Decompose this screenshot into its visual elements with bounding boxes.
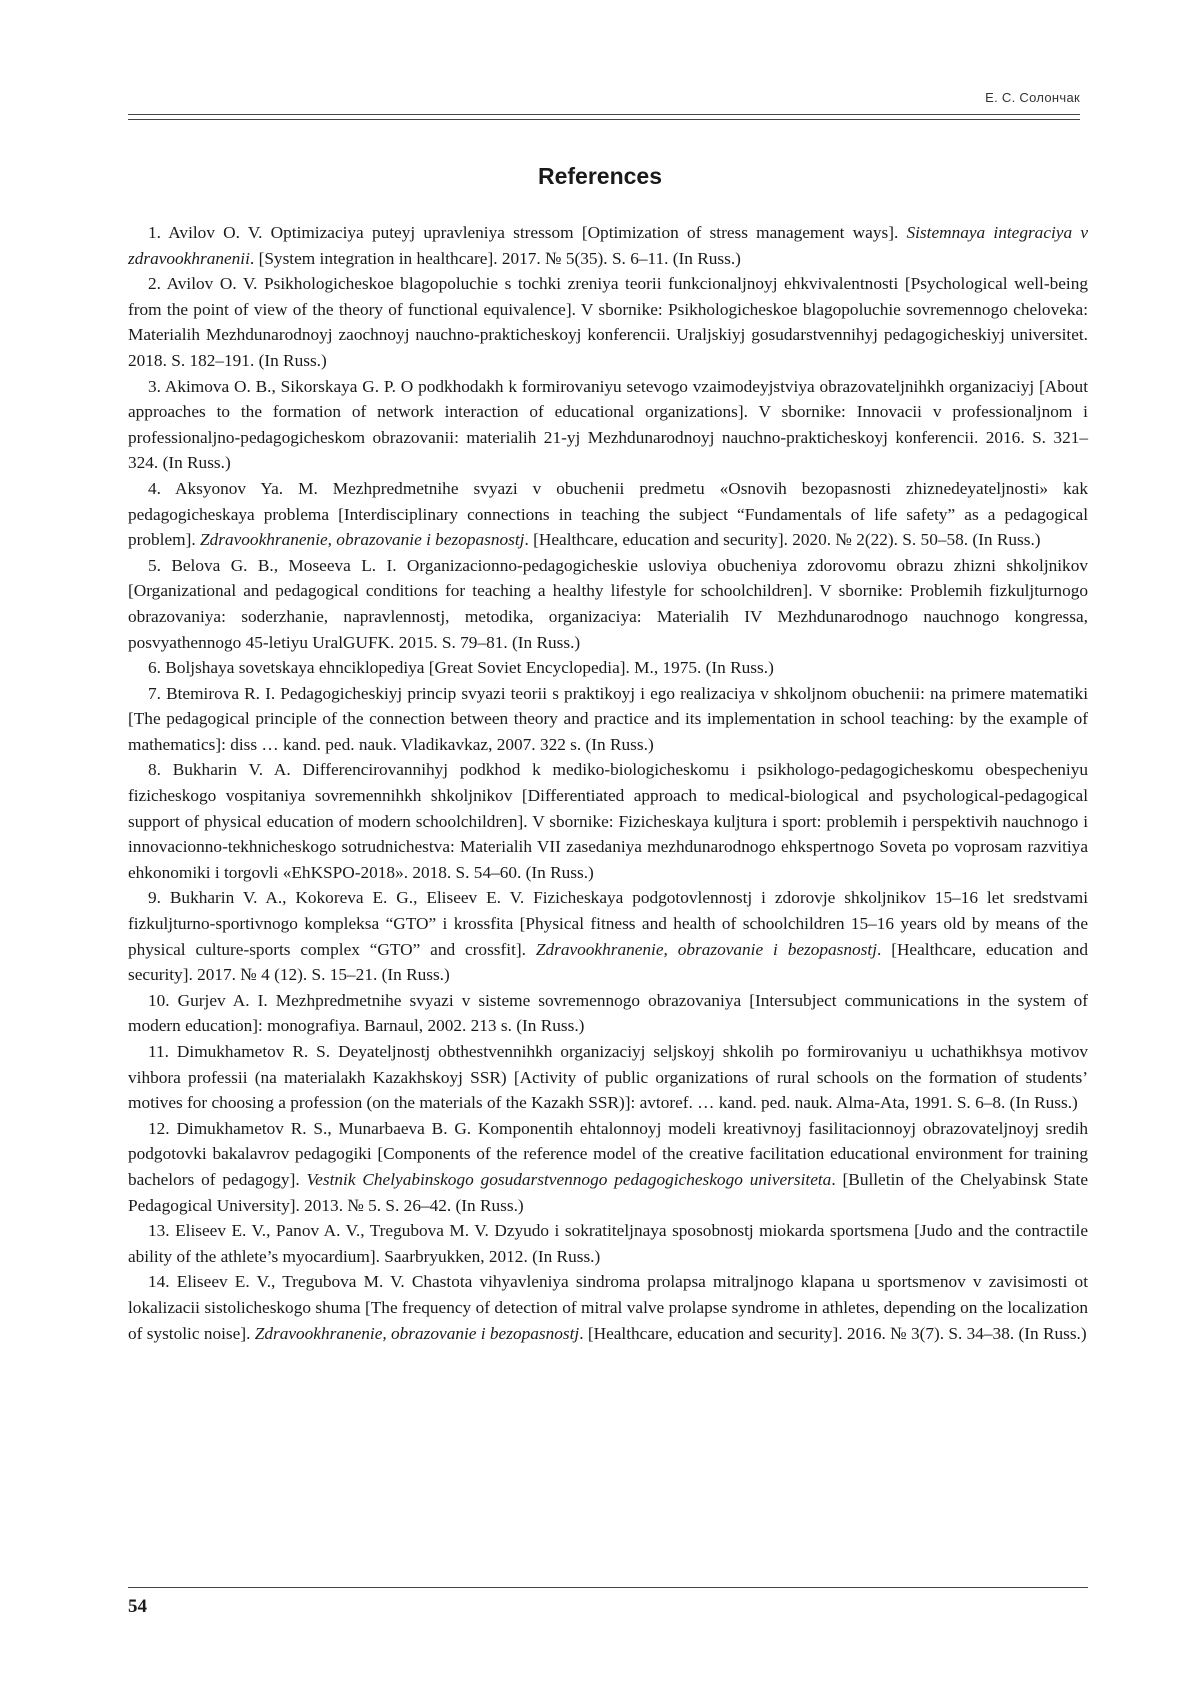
- reference-number: 9.: [148, 888, 161, 908]
- reference-text: Btemirova R. I. Pedagogicheskiyj princip svyazi teorii s praktikoyj i ego realizaciya v shkoljnom obuchenii: na primere matematiki [The pedagogical principle of the connection between theory and practice and its implementation in school teaching: by the example of mathematics]: diss … kand. ped. nauk. Vladikavkaz, 2007. 322 s. (In Russ.): [128, 683, 1089, 754]
- references-list: [128, 220, 1088, 1346]
- reference-item: [128, 681, 1088, 758]
- reference-number: 6.: [148, 658, 161, 678]
- reference-number: 8.: [148, 760, 161, 780]
- reference-text: Avilov O. V. Optimizaciya puteyj upravleniya stressom [Optimization of stress management ways].: [168, 223, 907, 242]
- reference-item: [128, 374, 1088, 476]
- reference-text: Aksyonov Ya. M. Mezhpredmetnihe svyazi v obuchenii predmetu «Osnovih bezopasnosti zhiznedeyateljnosti» kak pedagogicheskaya problema [Interdisciplinary connections in teaching the subject “Fundamentals of life safety” as a pedagogical problem].: [128, 478, 1088, 550]
- reference-text: Eliseev E. V., Panov A. V., Tregubova M. V. Dzyudo i sokratiteljnaya sposobnostj miokarda sportsmena [Judo and the contractile ability of the athlete’s myocardium]. Saarbryukken, 2012. (In Russ.): [128, 1221, 1088, 1266]
- reference-text: Akimova O. B., Sikorskaya G. P. O podkhodakh k formirovaniyu setevogo vzaimodeyjstviya obrazovateljnihkh organizaciyj [About approaches to the formation of network interaction of educational organizations]. V sbornike: Innovacii v professionaljnom i professionaljno-pedagogicheskom obrazovanii: materialih 21-yj Mezhdunarodnoyj nauchno-prakticheskoyj konferencii. 2016. S. 321–324. (In Russ.): [128, 376, 1088, 473]
- footer-rule: [128, 1587, 1088, 1588]
- reference-number: 2.: [148, 274, 161, 294]
- reference-number: 10.: [148, 990, 170, 1010]
- reference-journal: Sistemnaya integraciya v zdravookhranenii: [128, 223, 1088, 268]
- page-number: 54: [128, 1596, 147, 1617]
- reference-text: Gurjev A. I. Mezhpredmetnihe svyazi v sisteme sovremennogo obrazovaniya [Intersubject communications in the system of modern education]: monografiya. Barnaul, 2002. 213 s. (In Russ.): [128, 990, 1088, 1036]
- reference-tail: . [Healthcare, education and security]. 2016. № 3(7). S. 34–38. (In Russ.): [579, 1323, 1087, 1343]
- reference-item: [128, 220, 1088, 271]
- reference-item: [128, 988, 1088, 1039]
- reference-number: 11.: [148, 1042, 169, 1061]
- reference-tail: . [Healthcare, education and security]. 2017. № 4 (12). S. 15–21. (In Russ.): [128, 939, 1088, 985]
- reference-number: 13.: [148, 1221, 170, 1241]
- reference-text: Avilov O. V. Psikhologicheskoe blagopoluchie s tochki zreniya teorii funkcionaljnoyj ehkvivalentnosti [Psychological well-being from the point of view of the theory of functional equivalence]. V sbornike: Psikhologicheskoe blagopoluchie sovremennogo cheloveka: Materialih Mezhdunarodnoyj zaochnoyj nauchno-prakticheskoyj konferencii. Uraljskiyj gosudarstvennihyj pedagogicheskiyj universitet. 2018. S. 182–191. (In Russ.): [128, 274, 1088, 370]
- reference-item: [128, 553, 1088, 655]
- reference-item: [128, 885, 1088, 987]
- reference-text: Eliseev E. V., Tregubova M. V. Chastota vihyavleniya sindroma prolapsa mitraljnogo klapana u sportsmenov v zavisimosti ot lokalizacii sistolicheskogo shuma [The frequency of detection of mitral valve prolapse syndrome in athletes, depending on the localization of systolic noise].: [128, 1272, 1088, 1343]
- reference-item: [128, 757, 1088, 885]
- section-title: References: [537, 163, 663, 189]
- reference-text: Dimukhametov R. S., Munarbaeva B. G. Komponentih ehtalonnoyj modeli kreativnoyj fasilitacionnoyj obrazovateljnoyj sredih podgotovki bakalavrov pedagogiki [Components of the reference model of the creative facilitation educational environment for training bachelors of pedagogy].: [128, 1118, 1088, 1189]
- reference-tail: . [System integration in healthcare]. 2017. № 5(35). S. 6–11. (In Russ.): [249, 248, 741, 268]
- reference-journal: Zdravookhranenie, obrazovanie i bezopasnostj: [254, 1323, 580, 1343]
- reference-text: Boljshaya sovetskaya ehnciklopediya [Great Soviet Encyclopedia]. M., 1975. (In Russ.): [165, 658, 774, 678]
- reference-text: Dimukhametov R. S. Deyateljnostj obthestvennihkh organizaciyj seljskoyj shkolih po formirovaniyu u uchathikhsya motivov vihbora professii (na materialakh Kazakhskoyj SSR) [Activity of public organizations of rural schools on the formation of students’ motives for choosing a profession (on the materials of the Kazakh SSR)]: avtoref. … kand. ped. nauk. Alma-Ata, 1991. S. 6–8. (In Russ.): [128, 1042, 1088, 1113]
- running-header: Е. С. Солончак: [985, 90, 1080, 105]
- reference-number: 5.: [148, 555, 161, 575]
- reference-item: [128, 1116, 1088, 1218]
- reference-number: 1.: [148, 223, 161, 242]
- reference-text: Bukharin V. A. Differencirovannihyj podkhod k mediko-biologicheskomu i psikhologo-pedagogicheskomu obespecheniyu fizicheskogo vospitaniya sovremennihkh shkoljnikov [Differentiated approach to medical-biological and psychological-pedagogical support of physical education of modern schoolchildren]. V sbornike: Fizicheskaya kuljtura i sport: problemih i perspektivih nauchnogo i innovacionno-tekhnicheskogo sotrudnichestva: Materialih VII zasedaniya mezhdunarodnogo ehkspertnogo Soveta po voprosam razvitiya ehkonomiki i torgovli «EhKSPO-2018». 2018. S. 54–60. (In Russ.): [128, 760, 1088, 882]
- reference-text: Belova G. B., Moseeva L. I. Organizacionno-pedagogicheskie usloviya obucheniya zdorovomu obrazu zhizni shkoljnikov [Organizational and pedagogical conditions for teaching a healthy lifestyle for schoolchildren]. V sbornike: Problemih fizkuljturnogo obrazovaniya: soderzhanie, napravlennostj, metodika, organizaciya: Materialih IV Mezhdunarodnogo nauchnogo kongressa, posvyathennogo 45-letiyu UralGUFK. 2015. S. 79–81. (In Russ.): [128, 555, 1088, 652]
- reference-number: 4.: [148, 478, 161, 498]
- reference-number: 3.: [148, 376, 161, 396]
- reference-journal: Vestnik Chelyabinskogo gosudarstvennogo pedagogicheskogo universiteta: [306, 1169, 832, 1189]
- reference-item: [128, 1218, 1088, 1269]
- reference-number: 12.: [148, 1118, 170, 1138]
- reference-number: 14.: [148, 1272, 170, 1292]
- reference-tail: . [Bulletin of the Chelyabinsk State Pedagogical University]. 2013. № 5. S. 26–42. (In Russ.): [128, 1169, 1088, 1215]
- reference-text: Bukharin V. A., Kokoreva E. G., Eliseev E. V. Fizicheskaya podgotovlennostj i zdorovje shkoljnikov 15–16 let sredstvami fizkuljturno-sportivnogo kompleksa “GTO” i krossfita [Physical fitness and health of schoolchildren 15–16 years old by means of the physical culture-sports complex “GTO” and crossfit].: [128, 888, 1088, 959]
- reference-item: [128, 271, 1088, 373]
- reference-tail: . [Healthcare, education and security]. 2020. № 2(22). S. 50–58. (In Russ.): [524, 530, 1041, 550]
- reference-item: [128, 1039, 1088, 1116]
- reference-item: [128, 476, 1088, 553]
- reference-journal: Zdravookhranenie, obrazovanie i bezopasnostj: [535, 939, 877, 959]
- reference-journal: Zdravookhranenie, obrazovanie i bezopasnostj: [200, 530, 525, 550]
- header-double-rule: [128, 114, 1080, 120]
- reference-item: [128, 1269, 1088, 1346]
- reference-number: 7.: [148, 683, 161, 703]
- reference-item: [128, 655, 1088, 681]
